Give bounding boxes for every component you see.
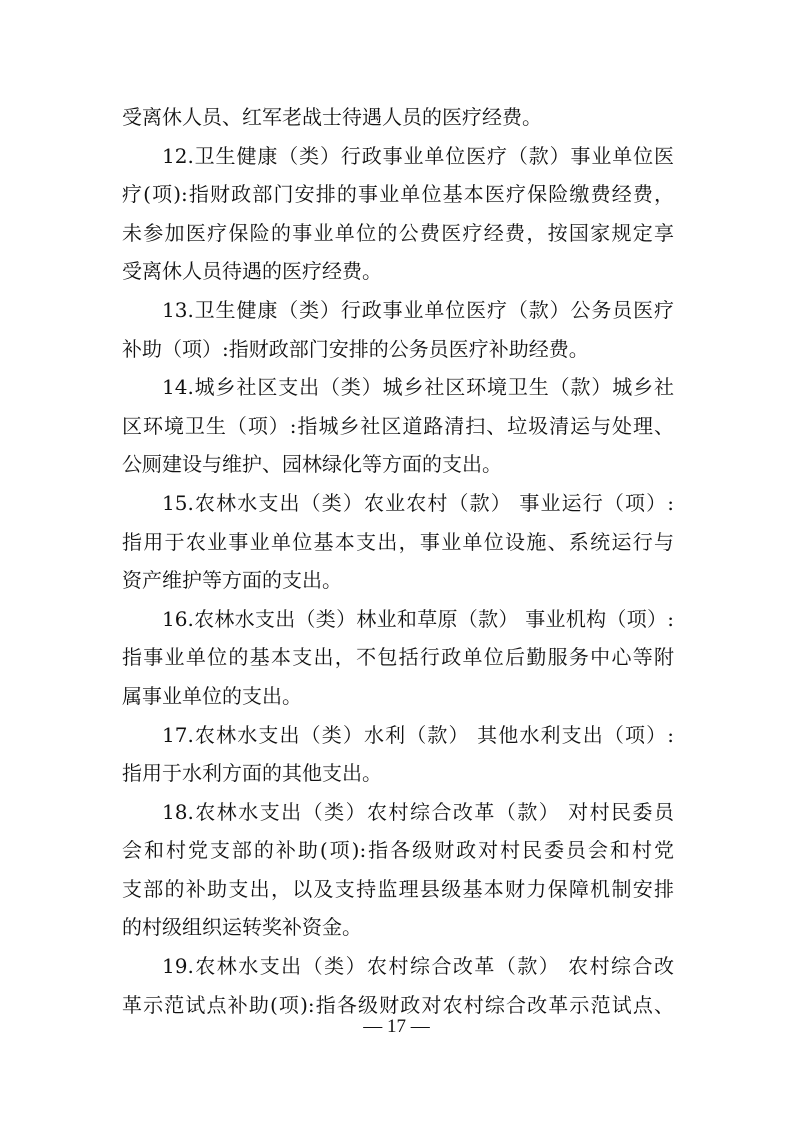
text-line: 受离休人员待遇的医疗经费。	[122, 259, 382, 284]
text-line: 属事业单位的支出。	[122, 683, 302, 708]
text-line: 资产维护等方面的支出。	[122, 568, 342, 593]
text-line: 未参加医疗保险的事业单位的公费医疗经费，按国家规定享	[122, 220, 674, 245]
text-line: 14.城乡社区支出（类）城乡社区环境卫生（款）城乡社	[162, 375, 674, 400]
text-line: 指用于农业事业单位基本支出，事业单位设施、系统运行与	[122, 529, 674, 554]
text-line: 革示范试点补助(项):指各级财政对农村综合改革示范试点、	[122, 992, 674, 1017]
text-line: 19.农林水支出（类）农村综合改革（款） 农村综合改	[162, 954, 674, 979]
text-line: 18.农林水支出（类）农村综合改革（款） 对村民委员	[162, 799, 674, 824]
page-number: — 17 —	[363, 1016, 430, 1037]
text-line: 17.农林水支出（类）水利（款） 其他水利支出（项）:	[162, 722, 674, 747]
body-text	[122, 98, 674, 1024]
text-line: 受离休人员、红军老战士待遇人员的医疗经费。	[122, 105, 542, 129]
text-line: 公厕建设与维护、园林绿化等方面的支出。	[122, 452, 502, 477]
text-line: 16.农林水支出（类）林业和草原（款） 事业机构（项）:	[162, 606, 674, 631]
text-line: 指用于水利方面的其他支出。	[122, 761, 382, 786]
text-line: 区环境卫生（项）:指城乡社区道路清扫、垃圾清运与处理、	[122, 413, 674, 438]
text-line: 补助（项）:指财政部门安排的公务员医疗补助经费。	[122, 336, 589, 361]
text-line: 15.农林水支出（类）农业农村（款） 事业运行（项）:	[162, 490, 674, 515]
text-line: 12.卫生健康（类）行政事业单位医疗（款）事业单位医	[162, 143, 674, 168]
text-line: 指事业单位的基本支出，不包括行政单位后勤服务中心等附	[122, 645, 674, 670]
text-line: 疗(项):指财政部门安排的事业单位基本医疗保险缴费经费，	[122, 182, 674, 207]
text-line: 13.卫生健康（类）行政事业单位医疗（款）公务员医疗	[162, 297, 674, 322]
text-line: 会和村党支部的补助(项):指各级财政对村民委员会和村党	[122, 838, 674, 863]
text-line: 支部的补助支出，以及支持监理县级基本财力保障机制安排	[122, 876, 674, 901]
text-line: 的村级组织运转奖补资金。	[122, 915, 362, 940]
